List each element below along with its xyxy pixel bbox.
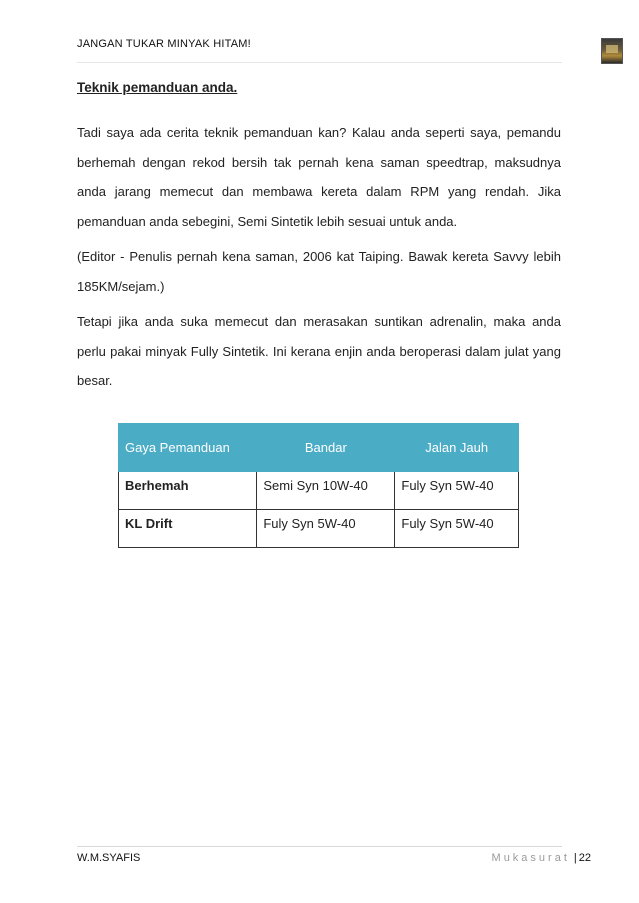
section-title: Teknik pemanduan anda. — [77, 80, 238, 95]
table-row — [119, 472, 519, 510]
table-row — [119, 510, 519, 548]
column-header-driving-style: Gaya Pemanduan — [119, 424, 257, 472]
paragraph-3: Tetapi jika anda suka memecut dan merasakan suntikan adrenalin, maka anda perlu pakai minyak Fully Sintetik. Ini kerana enjin anda beroperasi dalam julat yang besar. — [77, 314, 561, 388]
paragraph-2: (Editor - Penulis pernah kena saman, 2006 kat Taiping. Bawak kereta Savvy lebih 185KM/sejam.) — [77, 249, 561, 294]
table-cell: Fuly Syn 5W-40 — [257, 510, 395, 548]
page-number: 22 — [578, 852, 591, 864]
footer-divider — [77, 846, 562, 847]
header-divider — [77, 62, 562, 63]
row-label-berhemah: Berhemah — [119, 472, 257, 510]
footer-author: W.M.SYAFIS — [77, 852, 141, 864]
row-label-kl-drift: KL Drift — [119, 510, 257, 548]
column-header-long-distance: Jalan Jauh — [395, 424, 519, 472]
table-cell: Fuly Syn 5W-40 — [395, 472, 519, 510]
table-cell: Semi Syn 10W-40 — [257, 472, 395, 510]
page-separator: | — [573, 852, 577, 864]
car-thumbnail-icon — [601, 38, 623, 64]
footer-page-info — [492, 852, 591, 864]
table-cell: Fuly Syn 5W-40 — [395, 510, 519, 548]
column-header-city: Bandar — [257, 424, 395, 472]
table-header-row — [119, 424, 519, 472]
document-body — [77, 78, 561, 402]
paragraph-1: Tadi saya ada cerita teknik pemanduan kan? Kalau anda seperti saya, pemandu berhemah dengan rekod bersih tak pernah kena saman speedtrap, maksudnya anda jarang memecut dan membawa kereta dalam RPM yang rendah. Jika pemanduan anda sebegini, Semi Sintetik lebih sesuai untuk anda. — [77, 125, 561, 229]
page-label: Mukasurat — [491, 852, 570, 864]
document-header-title: JANGAN TUKAR MINYAK HITAM! — [77, 38, 251, 50]
oil-recommendation-table — [118, 423, 519, 548]
